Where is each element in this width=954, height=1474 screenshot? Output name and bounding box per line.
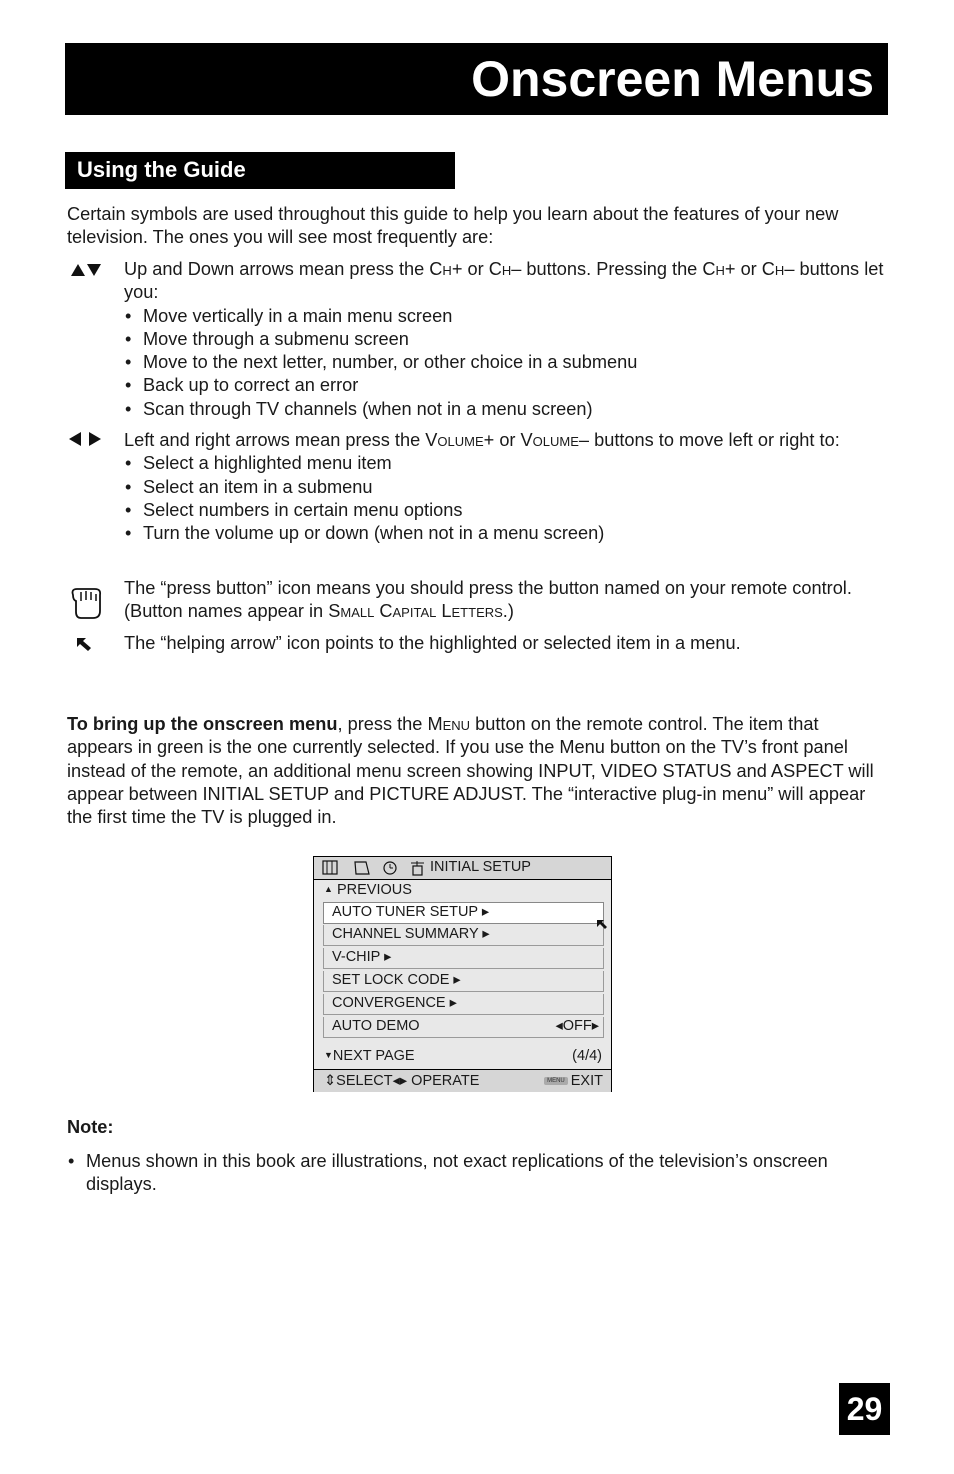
right-arrow-icon: ▸	[384, 949, 392, 965]
header-bar	[65, 43, 888, 115]
updown-text: Up and Down arrows mean press the Ch+ or Ch– buttons. Pressing the Ch+ or Ch– buttons let you: • Move vertically in a main menu screen • Move through a submenu screen • Move to the next letter, number, or other choice in a submenu • Back up to correct an error • Scan through TV channels (when not in a menu screen)	[124, 258, 884, 421]
menu-item-convergence[interactable]: CONVERGENCE ▸	[323, 994, 604, 1015]
section-title: Using the Guide	[77, 157, 246, 182]
list-item: • Select an item in a submenu	[124, 476, 884, 499]
menu-item-channel-summary[interactable]: CHANNEL SUMMARY ▸	[323, 925, 604, 946]
press-button-text: The “press button” icon means you should press the button named on your remote control. (Button names appear in Small Capital Letters.)	[124, 578, 852, 622]
list-item: • Back up to correct an error	[124, 374, 884, 397]
list-item: • Move to the next letter, number, or other choice in a submenu	[124, 351, 884, 374]
menu-status-bar: ⇕SELECT◂▸ OPERATE MENU EXIT	[314, 1069, 611, 1092]
menu-key-icon: MENU	[544, 1077, 568, 1085]
menu-previous[interactable]: ▲ PREVIOUS	[324, 882, 412, 898]
leftright-text: Left and right arrows mean press the Volume+ or Volume– buttons to move left or right to: • Select a highlighted menu item • Select an item in a submenu • Select numbers in certain menu options • Turn the volume up or down (when not in a menu screen)	[124, 429, 884, 545]
menu-item-auto-tuner-setup[interactable]: AUTO TUNER SETUP ▸	[323, 902, 604, 924]
list-item: • Menus shown in this book are illustrations, not exact replications of the television’s onscreen displays.	[67, 1150, 887, 1197]
intro-text: Certain symbols are used throughout this guide to help you learn about the features of your new television. The ones you will see most frequently are:	[67, 204, 839, 248]
up-down-icon: ⇕	[324, 1073, 337, 1089]
right-arrow-icon: ▸	[481, 904, 490, 920]
auto-demo-value[interactable]: ◂OFF▸	[555, 1018, 599, 1034]
up-down-arrows-icon	[67, 258, 123, 298]
list-item: • Scan through TV channels (when not in a menu screen)	[124, 398, 884, 421]
list-item: • Turn the volume up or down (when not in a menu screen)	[124, 522, 884, 545]
menu-next-page[interactable]: ▼NEXT PAGE (4/4)	[324, 1048, 602, 1064]
right-arrow-icon: ▸	[449, 995, 457, 1011]
list-item: • Select numbers in certain menu options	[124, 499, 884, 522]
menu-title: INITIAL SETUP	[430, 859, 531, 875]
up-triangle-icon: ▲	[324, 884, 333, 894]
left-right-arrows-icon	[67, 429, 123, 469]
menu-item-auto-demo[interactable]: AUTO DEMO ◂OFF▸	[323, 1017, 604, 1038]
menu-category-icons	[322, 860, 432, 876]
menu-item-set-lock-code[interactable]: SET LOCK CODE ▸	[323, 971, 604, 992]
list-item: • Move through a submenu screen	[124, 328, 884, 351]
page-title: Onscreen Menus	[471, 51, 874, 107]
note-heading: Note:	[67, 1117, 114, 1137]
page-indicator: (4/4)	[572, 1048, 602, 1064]
menu-title-bar	[314, 857, 611, 880]
right-arrow-icon: ▸	[453, 972, 461, 988]
helping-arrow-icon	[596, 919, 608, 931]
note-list	[67, 1150, 887, 1197]
down-triangle-icon: ▼	[324, 1050, 333, 1060]
helping-arrow-icon	[67, 635, 123, 675]
section-bar	[65, 152, 455, 189]
list-item: • Select a highlighted menu item	[124, 452, 884, 475]
helping-arrow-text: The “helping arrow” icon points to the highlighted or selected item in a menu.	[124, 633, 741, 653]
list-item: • Move vertically in a main menu screen	[124, 305, 884, 328]
onscreen-menu-illustration	[313, 856, 612, 1092]
right-arrow-icon: ▸	[482, 926, 490, 942]
press-button-icon	[67, 581, 123, 621]
menu-paragraph: To bring up the onscreen menu, press the Menu button on the remote control. The item that appears in green is the one currently selected. If you use the Menu button on the TV’s front panel instead of the remote, an additional menu screen showing INPUT, VIDEO STATUS and ASPECT will appear between INITIAL SETUP and PICTURE ADJUST. The “interactive plug-in menu” will appear the first time the TV is plugged in.	[67, 714, 874, 828]
menu-item-v-chip[interactable]: V-CHIP ▸	[323, 948, 604, 969]
page-number: 29	[839, 1383, 890, 1435]
left-right-icon: ◂▸	[392, 1073, 408, 1089]
